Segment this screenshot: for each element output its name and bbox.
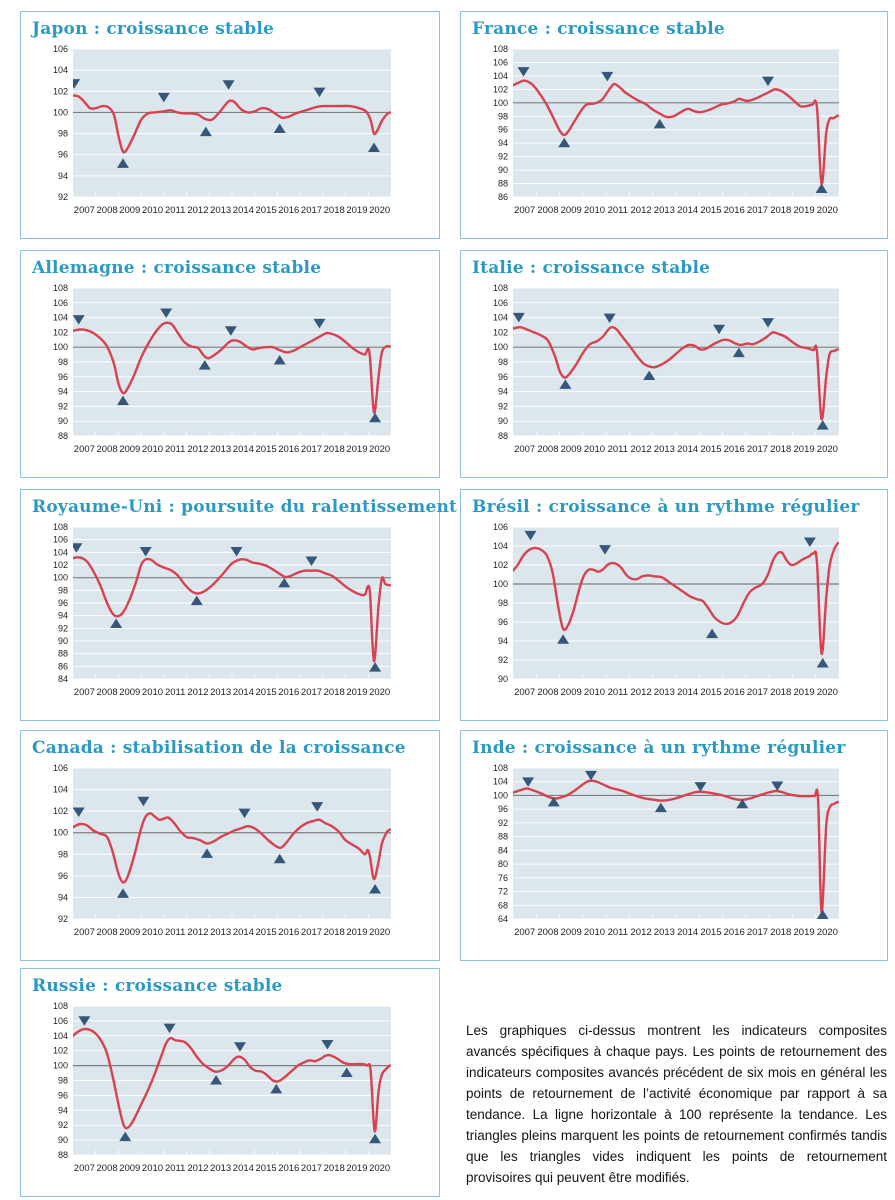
svg-text:76: 76 — [497, 873, 508, 884]
svg-text:104: 104 — [492, 541, 508, 552]
panel-russie — [20, 968, 440, 1197]
svg-text:2007: 2007 — [73, 687, 95, 699]
svg-text:98: 98 — [497, 357, 508, 368]
svg-text:92: 92 — [57, 401, 68, 412]
svg-text:2018: 2018 — [323, 205, 345, 217]
svg-text:92: 92 — [497, 818, 508, 829]
svg-text:2019: 2019 — [793, 927, 815, 939]
panel-title-canada: Canada : stabilisation de la croissance — [32, 738, 406, 758]
svg-text:2019: 2019 — [793, 687, 815, 699]
svg-text:2020: 2020 — [369, 687, 391, 699]
svg-text:2008: 2008 — [96, 205, 118, 217]
svg-text:102: 102 — [492, 84, 508, 95]
svg-text:96: 96 — [57, 1090, 68, 1101]
svg-text:108: 108 — [492, 763, 508, 774]
svg-text:102: 102 — [52, 327, 68, 338]
svg-text:2010: 2010 — [141, 1163, 164, 1175]
svg-text:88: 88 — [57, 1150, 68, 1161]
svg-text:2019: 2019 — [346, 205, 368, 217]
panel-title-japon: Japon : croissance stable — [32, 19, 275, 39]
svg-text:2012: 2012 — [187, 687, 209, 699]
svg-text:2017: 2017 — [746, 205, 769, 217]
svg-text:98: 98 — [57, 357, 68, 368]
svg-text:2009: 2009 — [119, 927, 141, 939]
svg-text:2009: 2009 — [560, 205, 582, 217]
svg-text:2012: 2012 — [630, 205, 652, 217]
svg-text:2015: 2015 — [700, 444, 722, 456]
panel-inde — [460, 730, 888, 961]
panel-title-allemagne: Allemagne : croissance stable — [32, 258, 322, 278]
svg-text:104: 104 — [52, 784, 68, 795]
chart-canada — [21, 762, 439, 949]
svg-text:2012: 2012 — [187, 1163, 209, 1175]
svg-text:96: 96 — [497, 372, 508, 383]
svg-text:84: 84 — [57, 674, 68, 685]
svg-text:104: 104 — [492, 71, 508, 82]
svg-text:102: 102 — [52, 560, 68, 571]
svg-text:108: 108 — [52, 283, 68, 294]
svg-text:2012: 2012 — [187, 205, 209, 217]
svg-text:2014: 2014 — [677, 687, 699, 699]
svg-text:2014: 2014 — [677, 205, 699, 217]
svg-text:2010: 2010 — [583, 927, 606, 939]
svg-text:100: 100 — [492, 790, 508, 801]
svg-text:2014: 2014 — [232, 927, 254, 939]
svg-text:2008: 2008 — [537, 205, 559, 217]
svg-text:104: 104 — [492, 777, 508, 788]
svg-text:2015: 2015 — [255, 687, 277, 699]
svg-text:2016: 2016 — [723, 444, 745, 456]
panel-title-france: France : croissance stable — [472, 19, 725, 39]
svg-text:108: 108 — [492, 283, 508, 294]
chart-italie — [461, 282, 887, 466]
svg-text:2007: 2007 — [514, 687, 536, 699]
svg-text:88: 88 — [497, 431, 508, 442]
svg-text:104: 104 — [52, 65, 68, 76]
svg-text:2016: 2016 — [723, 205, 745, 217]
svg-text:100: 100 — [52, 107, 68, 118]
svg-text:100: 100 — [492, 579, 508, 590]
svg-text:2009: 2009 — [560, 687, 582, 699]
svg-text:100: 100 — [52, 573, 68, 584]
svg-text:90: 90 — [497, 165, 508, 176]
panel-title-inde: Inde : croissance à un rythme régulier — [472, 738, 846, 758]
svg-text:2009: 2009 — [119, 444, 141, 456]
svg-text:2018: 2018 — [323, 1163, 345, 1175]
svg-text:106: 106 — [492, 57, 508, 68]
chart-russie — [21, 1000, 439, 1185]
svg-text:2020: 2020 — [816, 927, 838, 939]
svg-text:2012: 2012 — [187, 444, 209, 456]
svg-text:2013: 2013 — [653, 927, 675, 939]
svg-text:2017: 2017 — [300, 1163, 323, 1175]
svg-text:2012: 2012 — [630, 687, 652, 699]
svg-text:90: 90 — [57, 416, 68, 427]
svg-text:88: 88 — [497, 178, 508, 189]
svg-text:2011: 2011 — [164, 1163, 186, 1175]
svg-text:2017: 2017 — [300, 687, 323, 699]
svg-text:80: 80 — [497, 859, 508, 870]
svg-text:2012: 2012 — [630, 444, 652, 456]
svg-text:94: 94 — [497, 386, 508, 397]
panel-allemagne — [20, 250, 440, 478]
svg-text:94: 94 — [57, 611, 68, 622]
svg-text:94: 94 — [57, 386, 68, 397]
svg-text:106: 106 — [492, 522, 508, 533]
svg-text:108: 108 — [492, 44, 508, 55]
svg-text:2014: 2014 — [232, 205, 254, 217]
svg-text:94: 94 — [497, 636, 508, 647]
panel-title-royaume-uni: Royaume-Uni : poursuite du ralentissement — [32, 497, 458, 517]
svg-text:2011: 2011 — [607, 444, 629, 456]
svg-text:88: 88 — [57, 431, 68, 442]
svg-text:104: 104 — [492, 312, 508, 323]
panel-title-russie: Russie : croissance stable — [32, 976, 283, 996]
svg-text:2008: 2008 — [96, 444, 118, 456]
svg-text:2013: 2013 — [653, 687, 675, 699]
svg-text:2011: 2011 — [164, 927, 186, 939]
svg-text:92: 92 — [57, 914, 68, 925]
svg-text:102: 102 — [52, 1046, 68, 1057]
svg-text:2008: 2008 — [96, 927, 118, 939]
svg-text:2010: 2010 — [141, 927, 164, 939]
chart-bresil — [461, 521, 887, 709]
svg-text:92: 92 — [57, 623, 68, 634]
svg-text:2008: 2008 — [537, 444, 559, 456]
svg-text:2007: 2007 — [73, 927, 95, 939]
svg-text:2007: 2007 — [514, 927, 536, 939]
svg-text:2016: 2016 — [278, 927, 300, 939]
svg-text:2015: 2015 — [255, 444, 277, 456]
svg-text:2008: 2008 — [537, 687, 559, 699]
panel-canada — [20, 730, 440, 961]
chart-royaume-uni — [21, 521, 439, 709]
panel-royaume-uni — [20, 489, 458, 721]
svg-text:102: 102 — [52, 86, 68, 97]
svg-text:92: 92 — [57, 1120, 68, 1131]
svg-text:96: 96 — [57, 871, 68, 882]
svg-text:100: 100 — [52, 1060, 68, 1071]
svg-text:2015: 2015 — [700, 687, 722, 699]
svg-text:2013: 2013 — [210, 444, 232, 456]
svg-text:2009: 2009 — [119, 687, 141, 699]
svg-text:92: 92 — [497, 655, 508, 666]
svg-text:2014: 2014 — [232, 1163, 254, 1175]
svg-text:2011: 2011 — [164, 687, 186, 699]
svg-text:106: 106 — [52, 1016, 68, 1027]
svg-text:100: 100 — [492, 342, 508, 353]
svg-text:2012: 2012 — [630, 927, 652, 939]
svg-text:2018: 2018 — [323, 687, 345, 699]
svg-text:106: 106 — [52, 535, 68, 546]
svg-text:2009: 2009 — [119, 1163, 141, 1175]
svg-text:2017: 2017 — [300, 444, 323, 456]
svg-text:98: 98 — [57, 585, 68, 596]
svg-text:2007: 2007 — [514, 205, 536, 217]
svg-text:2010: 2010 — [583, 687, 606, 699]
svg-text:2016: 2016 — [723, 687, 745, 699]
chart-allemagne — [21, 282, 439, 466]
svg-text:98: 98 — [57, 128, 68, 139]
svg-text:2015: 2015 — [255, 1163, 277, 1175]
svg-text:92: 92 — [57, 192, 68, 203]
svg-text:2017: 2017 — [300, 927, 323, 939]
svg-text:2019: 2019 — [793, 444, 815, 456]
svg-text:84: 84 — [497, 845, 508, 856]
svg-text:2014: 2014 — [677, 927, 699, 939]
chart-inde — [461, 762, 887, 949]
panel-bresil — [460, 489, 888, 721]
svg-text:102: 102 — [492, 560, 508, 571]
svg-text:2010: 2010 — [141, 444, 164, 456]
svg-text:100: 100 — [492, 98, 508, 109]
svg-text:96: 96 — [57, 150, 68, 161]
svg-text:90: 90 — [497, 674, 508, 685]
svg-text:94: 94 — [497, 138, 508, 149]
svg-text:2020: 2020 — [816, 205, 838, 217]
svg-text:2020: 2020 — [369, 205, 391, 217]
svg-text:2016: 2016 — [278, 205, 300, 217]
svg-text:2010: 2010 — [141, 205, 164, 217]
svg-text:2008: 2008 — [537, 927, 559, 939]
svg-text:2007: 2007 — [73, 205, 95, 217]
svg-text:2013: 2013 — [653, 205, 675, 217]
svg-text:106: 106 — [492, 298, 508, 309]
svg-text:90: 90 — [57, 1135, 68, 1146]
panel-title-bresil: Brésil : croissance à un rythme régulier — [472, 497, 860, 517]
svg-text:102: 102 — [492, 327, 508, 338]
svg-text:94: 94 — [57, 171, 68, 182]
svg-text:108: 108 — [52, 522, 68, 533]
svg-text:2019: 2019 — [793, 205, 815, 217]
svg-text:2011: 2011 — [607, 927, 629, 939]
svg-text:2015: 2015 — [700, 205, 722, 217]
svg-text:2020: 2020 — [369, 444, 391, 456]
svg-text:2012: 2012 — [187, 927, 209, 939]
svg-text:2019: 2019 — [346, 1163, 368, 1175]
svg-text:2008: 2008 — [96, 687, 118, 699]
svg-text:2008: 2008 — [96, 1163, 118, 1175]
svg-text:96: 96 — [57, 598, 68, 609]
svg-text:86: 86 — [497, 192, 508, 203]
svg-text:2014: 2014 — [232, 444, 254, 456]
svg-text:2018: 2018 — [770, 687, 792, 699]
svg-text:92: 92 — [497, 152, 508, 163]
svg-text:2013: 2013 — [653, 444, 675, 456]
svg-text:2011: 2011 — [164, 205, 186, 217]
svg-text:2018: 2018 — [323, 444, 345, 456]
svg-text:2013: 2013 — [210, 1163, 232, 1175]
svg-text:2009: 2009 — [560, 927, 582, 939]
svg-text:106: 106 — [52, 763, 68, 774]
note-paragraph: Les graphiques ci-dessus montrent les indicateurs composites avancés spécifiques à chaque pays. Les points de retournement des indicateurs composites avancés précédent de six mois en général les points de retournement de l’activité économique par rapport à sa tendance. La ligne horizontale à 100 représente la tendance. Les triangles pleins marquent les points de retournement confirmés tandis que les triangles vides indiquent les points de retournement provisoires qui peuvent être modifiés. — [466, 1023, 887, 1186]
panel-france — [460, 11, 888, 239]
svg-text:106: 106 — [52, 44, 68, 55]
svg-text:88: 88 — [57, 649, 68, 660]
panel-title-italie: Italie : croissance stable — [472, 258, 711, 278]
svg-text:2013: 2013 — [210, 687, 232, 699]
svg-text:2007: 2007 — [514, 444, 536, 456]
svg-text:100: 100 — [52, 342, 68, 353]
svg-text:98: 98 — [497, 598, 508, 609]
svg-text:2020: 2020 — [369, 927, 391, 939]
svg-text:2009: 2009 — [119, 205, 141, 217]
panel-italie — [460, 250, 888, 478]
svg-text:96: 96 — [497, 804, 508, 815]
svg-text:86: 86 — [57, 661, 68, 672]
svg-text:2016: 2016 — [278, 687, 300, 699]
svg-text:2010: 2010 — [141, 687, 164, 699]
svg-text:68: 68 — [497, 900, 508, 911]
svg-text:2010: 2010 — [583, 444, 606, 456]
svg-text:96: 96 — [497, 125, 508, 136]
svg-text:2019: 2019 — [346, 687, 368, 699]
svg-text:2019: 2019 — [346, 444, 368, 456]
svg-text:2017: 2017 — [746, 444, 769, 456]
svg-text:2018: 2018 — [770, 927, 792, 939]
svg-text:2016: 2016 — [723, 927, 745, 939]
svg-text:104: 104 — [52, 547, 68, 558]
svg-text:2017: 2017 — [746, 687, 769, 699]
svg-text:2011: 2011 — [164, 444, 186, 456]
svg-text:100: 100 — [52, 828, 68, 839]
svg-text:102: 102 — [52, 806, 68, 817]
svg-text:2020: 2020 — [369, 1163, 391, 1175]
svg-text:90: 90 — [497, 416, 508, 427]
svg-text:88: 88 — [497, 832, 508, 843]
svg-text:2009: 2009 — [560, 444, 582, 456]
svg-text:2016: 2016 — [278, 1163, 300, 1175]
svg-text:98: 98 — [57, 1075, 68, 1086]
chart-japon — [21, 43, 439, 227]
svg-text:64: 64 — [497, 914, 508, 925]
panel-japon — [20, 11, 440, 239]
chart-france — [461, 43, 887, 227]
svg-text:90: 90 — [57, 636, 68, 647]
svg-text:2018: 2018 — [770, 205, 792, 217]
svg-text:2019: 2019 — [346, 927, 368, 939]
svg-text:2013: 2013 — [210, 205, 232, 217]
svg-text:2018: 2018 — [770, 444, 792, 456]
svg-text:2017: 2017 — [300, 205, 323, 217]
svg-text:2014: 2014 — [677, 444, 699, 456]
svg-text:108: 108 — [52, 1001, 68, 1012]
svg-text:72: 72 — [497, 886, 508, 897]
svg-text:2020: 2020 — [816, 444, 838, 456]
svg-text:2007: 2007 — [73, 1163, 95, 1175]
svg-text:94: 94 — [57, 1105, 68, 1116]
svg-text:2007: 2007 — [73, 444, 95, 456]
svg-text:2013: 2013 — [210, 927, 232, 939]
svg-text:104: 104 — [52, 312, 68, 323]
svg-text:2011: 2011 — [607, 205, 629, 217]
svg-text:2015: 2015 — [700, 927, 722, 939]
svg-text:98: 98 — [497, 111, 508, 122]
svg-text:98: 98 — [57, 849, 68, 860]
svg-text:2017: 2017 — [746, 927, 769, 939]
svg-text:94: 94 — [57, 892, 68, 903]
svg-text:96: 96 — [57, 372, 68, 383]
svg-text:2020: 2020 — [816, 687, 838, 699]
svg-text:2014: 2014 — [232, 687, 254, 699]
svg-text:2015: 2015 — [255, 927, 277, 939]
svg-text:2018: 2018 — [323, 927, 345, 939]
svg-text:92: 92 — [497, 401, 508, 412]
svg-text:2010: 2010 — [583, 205, 606, 217]
svg-text:106: 106 — [52, 298, 68, 309]
svg-text:2015: 2015 — [255, 205, 277, 217]
svg-text:104: 104 — [52, 1031, 68, 1042]
svg-text:96: 96 — [497, 617, 508, 628]
svg-text:2011: 2011 — [607, 687, 629, 699]
svg-text:2016: 2016 — [278, 444, 300, 456]
